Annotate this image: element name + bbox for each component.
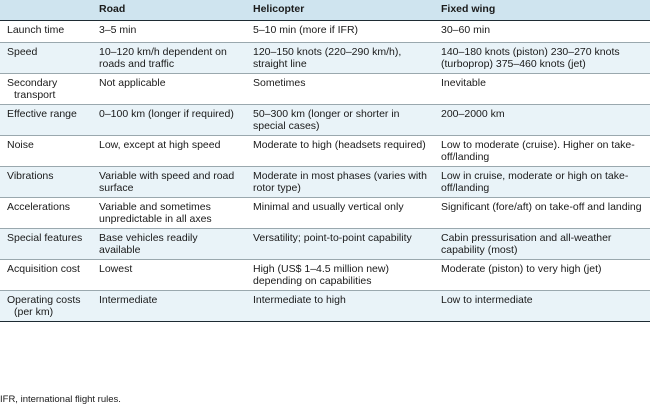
cell-helicopter: 50–300 km (longer or shorter in special cases) [246, 104, 434, 135]
cell-road: Variable and sometimes unpredictable in all axes [92, 197, 246, 228]
cell-fixed-wing: 200–2000 km [434, 104, 650, 135]
table-footnote: IFR, international flight rules. [0, 394, 121, 405]
cell-fixed-wing: 140–180 knots (piston) 230–270 knots (turboprop) 375–460 knots (jet) [434, 42, 650, 73]
cell-road: Low, except at high speed [92, 135, 246, 166]
cell-road: 3–5 min [92, 20, 246, 42]
cell-road: Base vehicles readily available [92, 228, 246, 259]
cell-helicopter: Moderate in most phases (varies with rotor type) [246, 166, 434, 197]
cell-road: 10–120 km/h dependent on roads and traffic [92, 42, 246, 73]
header-blank [0, 0, 92, 20]
cell-road: Lowest [92, 259, 246, 290]
row-label: Special features [0, 228, 92, 259]
row-label: Launch time [0, 20, 92, 42]
cell-road: Not applicable [92, 73, 246, 104]
cell-helicopter: Moderate to high (headsets required) [246, 135, 434, 166]
cell-fixed-wing: Cabin pressurisation and all-weather capability (most) [434, 228, 650, 259]
cell-helicopter: Sometimes [246, 73, 434, 104]
header-fixed-wing: Fixed wing [434, 0, 650, 20]
cell-helicopter: Minimal and usually vertical only [246, 197, 434, 228]
cell-fixed-wing: Low to intermediate [434, 290, 650, 321]
header-helicopter: Helicopter [246, 0, 434, 20]
cell-road: Variable with speed and road surface [92, 166, 246, 197]
table-row [0, 197, 650, 228]
cell-fixed-wing: Moderate (piston) to very high (jet) [434, 259, 650, 290]
row-label [0, 73, 92, 104]
row-label: Speed [0, 42, 92, 73]
row-label-text: Operating costs (per km) [7, 293, 81, 318]
row-label [0, 290, 92, 321]
table-row [0, 259, 650, 290]
cell-road: Intermediate [92, 290, 246, 321]
table-row [0, 290, 650, 321]
row-label: Accelerations [0, 197, 92, 228]
row-label: Vibrations [0, 166, 92, 197]
table-row [0, 104, 650, 135]
table-row [0, 20, 650, 42]
row-label: Effective range [0, 104, 92, 135]
cell-fixed-wing: Inevitable [434, 73, 650, 104]
cell-helicopter: Versatility; point-to-point capability [246, 228, 434, 259]
header-road: Road [92, 0, 246, 20]
cell-fixed-wing: Low to moderate (cruise). Higher on take-off/landing [434, 135, 650, 166]
cell-fixed-wing: 30–60 min [434, 20, 650, 42]
cell-fixed-wing: Low in cruise, moderate or high on take-off/landing [434, 166, 650, 197]
table-row [0, 42, 650, 73]
table-row [0, 135, 650, 166]
cell-helicopter: Intermediate to high [246, 290, 434, 321]
row-label: Acquisition cost [0, 259, 92, 290]
table-row [0, 73, 650, 104]
row-label: Noise [0, 135, 92, 166]
cell-road: 0–100 km (longer if required) [92, 104, 246, 135]
header-row [0, 0, 650, 20]
cell-helicopter: 5–10 min (more if IFR) [246, 20, 434, 42]
table-row [0, 166, 650, 197]
table-row [0, 228, 650, 259]
row-label-text: Secondary transport [7, 76, 58, 101]
cell-helicopter: 120–150 knots (220–290 km/h), straight line [246, 42, 434, 73]
cell-helicopter: High (US$ 1–4.5 million new) depending on capabilities [246, 259, 434, 290]
cell-fixed-wing: Significant (fore/aft) on take-off and landing [434, 197, 650, 228]
